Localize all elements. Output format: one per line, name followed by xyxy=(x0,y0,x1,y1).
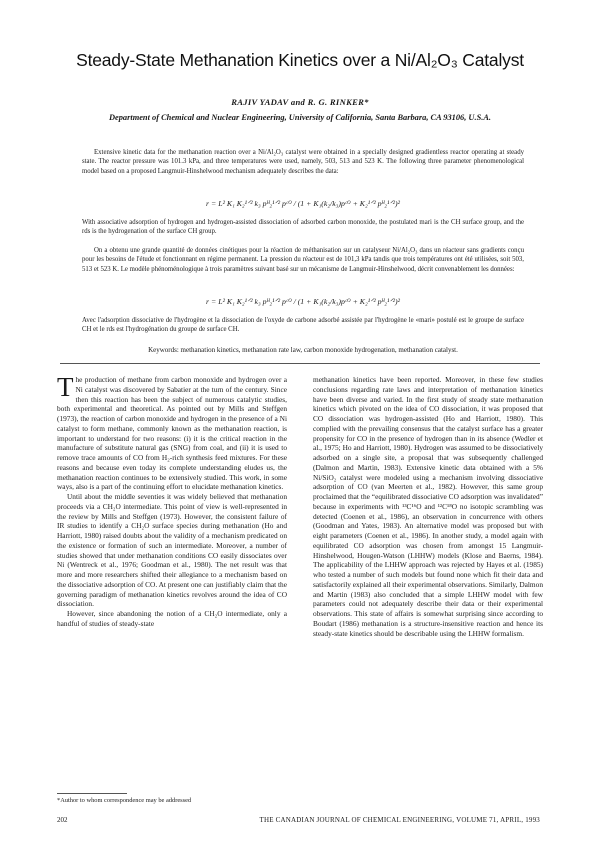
abstract-en-paragraph-1: Extensive kinetic data for the methanation reaction over a Ni/Al₂O₃ catalyst were obtained in a specially designed gradientless reactor operating at steady state. The reactor pressure was 101.3 kPa, and three temperatures were used, namely, 503, 513 and 523 K. The following three parameter phenomenological model based on a proposed Langmuir-Hinshelwood mechanism adequately describes the data: xyxy=(82,149,524,175)
journal-footer: THE CANADIAN JOURNAL OF CHEMICAL ENGINEERING, VOLUME 71, APRIL, 1993 xyxy=(259,816,540,824)
intro-paragraph-3: However, since abandoning the notion of a CH₂O intermediate, only a handful of studies of steady-state xyxy=(57,609,287,628)
author-affiliation: Department of Chemical and Nuclear Engineering, University of California, Santa Barbara, CA 93106, U.S.A. xyxy=(108,113,492,122)
intro-paragraph-1-text: he production of methane from carbon monoxide and hydrogen over a Ni catalyst was discovered by Sabatier at the turn of the century. Since then this reaction has been the subject of numerous catalytic studies, both experimental and theoretical. As pointed out by Mills and Steffgen (1973), the reaction of carbon monoxide and hydrogen in the presence of a Ni catalyst to form methane, commonly known as the methanation reaction, is important to understand for two reasons: (i) it is the critical reaction in the manufacture of substitute natural gas (SNG) from coal, and (ii) it is used to remove trace amounts of CO from H₂-rich synthesis feed mixtures. For these reasons and because even today its complete understanding eludes us, the methanation reaction continues to be extensively studied. This work, in some ways, also is a part of the continuing effort to elucidate methanation kinetics. xyxy=(57,375,287,492)
intro-paragraph-2: Until about the middle seventies it was widely believed that methanation proceeds via a CH₂O intermediate. This point of view is well-represented in the review by Mills and Steffgen (1973). However, the consistent failure of IR studies to identify a CH₂O surface species during methanation (Ho and Harriott, 1980) raised doubts about the validity of a mechanism predicated on the existence or formation of such an intermediate. Moreover, a number of studies showed that under methanation conditions CO easily dissociates over Ni (Wentreck et al., 1976; Goodman et al., 1980). The net result was that more and more researchers shifted their allegiance to a mechanism based on the dissociative adsorption of CO. At present one can justifiably claim that the governing paradigm of methanation kinetics revolves around the idea of CO dissociation. xyxy=(57,492,287,609)
drop-cap: T xyxy=(57,372,74,402)
abstract-fr-paragraph-2: Avec l'adsorption dissociative de l'hydrogène et la dissociation de l'oxyde de carbone adsorbé assistée par l'hydrogène le «mari» postulé est le groupe de surface CH et le rds est l'hydrogénation du groupe de surface CH. xyxy=(82,317,524,334)
article-authors: RAJIV YADAV and R. G. RINKER* xyxy=(231,97,369,107)
article-title: Steady-State Methanation Kinetics over a Ni/Al₂O₃ Catalyst xyxy=(76,50,524,70)
abstract-en-paragraph-2: With associative adsorption of hydrogen and hydrogen-assisted dissociation of adsorbed carbon monoxide, the postulated mari is the CH surface group, and the rds is the hydrogenation of the surface CH group. xyxy=(82,219,524,236)
intro-paragraph-1 xyxy=(57,372,287,492)
body-column-left xyxy=(57,372,287,629)
keywords-line: Keywords: methanation kinetics, methanation rate law, carbon monoxide hydrogenation, methanation catalyst. xyxy=(148,346,458,354)
body-column-right xyxy=(313,375,543,638)
abstract-en-equation: r = L² K₁ K₂¹ᐟ² k₃ pᴴ₂¹ᐟ² pᶜᴼ / (1 + K₁(k₂/k₃)pᶜᴼ + K₂¹ᐟ² pᴴ₂¹ᐟ²)² xyxy=(206,199,400,208)
footnote-divider xyxy=(57,793,127,794)
correspondence-footnote: *Author to whom correspondence may be addressed xyxy=(57,797,192,804)
abstract-fr-equation: r = L² K₁ K₂¹ᐟ² k₃ pᴴ₂¹ᐟ² pᶜᴼ / (1 + K₁(k₂/k₃)pᶜᴼ + K₂¹ᐟ² pᴴ₂¹ᐟ²)² xyxy=(206,297,400,306)
right-paragraph-1: methanation kinetics have been reported. Moreover, in these few studies conclusions regarding rate laws and interpretation of methanation kinetics have been diverse and varied. In the first study of steady state methanation kinetics which pivoted on the idea of CO dissociation, it was proposed that CO dissociation was hydrogen-assisted (Ho and Harriott, 1980). This complied with the prevailing consensus that the catalyst surface has a greater propensity for CO in the presence of hydrogen than in its absence (Wedler et al., 1975; Ho and Harriott, 1980). Hydrogen was assumed to be dissociatively adsorbed on a single site, a proposal that was subsequently challenged (Dalmon and Martin, 1983). Extensive kinetic data obtained with a 5% Ni/SiO₂ catalyst were modeled using a mechanism involving dissociative adsorption of CO (van Meerten et al., 1982). However, this same group proclaimed that the “equilibrated dissociative CO adsorption was invalidated” because in experiments with ¹³C¹⁶O and ¹²C¹⁸O no isotopic scrambling was detected (Coenen et al., 1986), an observation in concurrence with others (Goodman and Yates, 1983). An alternative model was proposed but with eight parameters (Coenen et al., 1986). In another study, a model again with equilibrated CO adsorption was chosen from amongst 15 Langmuir-Hinshelwood, Hougen-Watson (LHHW) models (Klose and Baerns, 1984). The applicability of the LHHW approach was rejected by Hayes et al. (1985) who tested a number of such models but found none which fit their data and satisfactorily explained all their experimental observations. Similarly, Dalmon and Martin (1983) also concluded that a simple LHHW model with few parameters could not adequately describe their data or their experimental observations. This state of affairs is somewhat surprising since according to Boudart (1986) methanation is a structure-insensitive reaction and hence its steady-state kinetics should be describable using the LHHW formalism. xyxy=(313,375,543,638)
abstract-fr-paragraph-1: On a obtenu une grande quantité de données cinétiques pour la réaction de méthanisation sur un catalyseur Ni/Al₂O₃ dans un réacteur sans gradients conçu pour les besoins de l'étude et fonctionnant en régime permanent. La pression du réacteur est de 101,3 kPa tandis que trois températures ont été utilisées, soit 503, 513 et 523 K. Le modèle phénoménologique à trois paramètres suivant basé sur un mécanisme de Langmuir-Hinshelwood, décrit convenablement les données: xyxy=(82,247,524,273)
section-divider xyxy=(60,363,540,364)
page-number: 202 xyxy=(57,816,68,824)
